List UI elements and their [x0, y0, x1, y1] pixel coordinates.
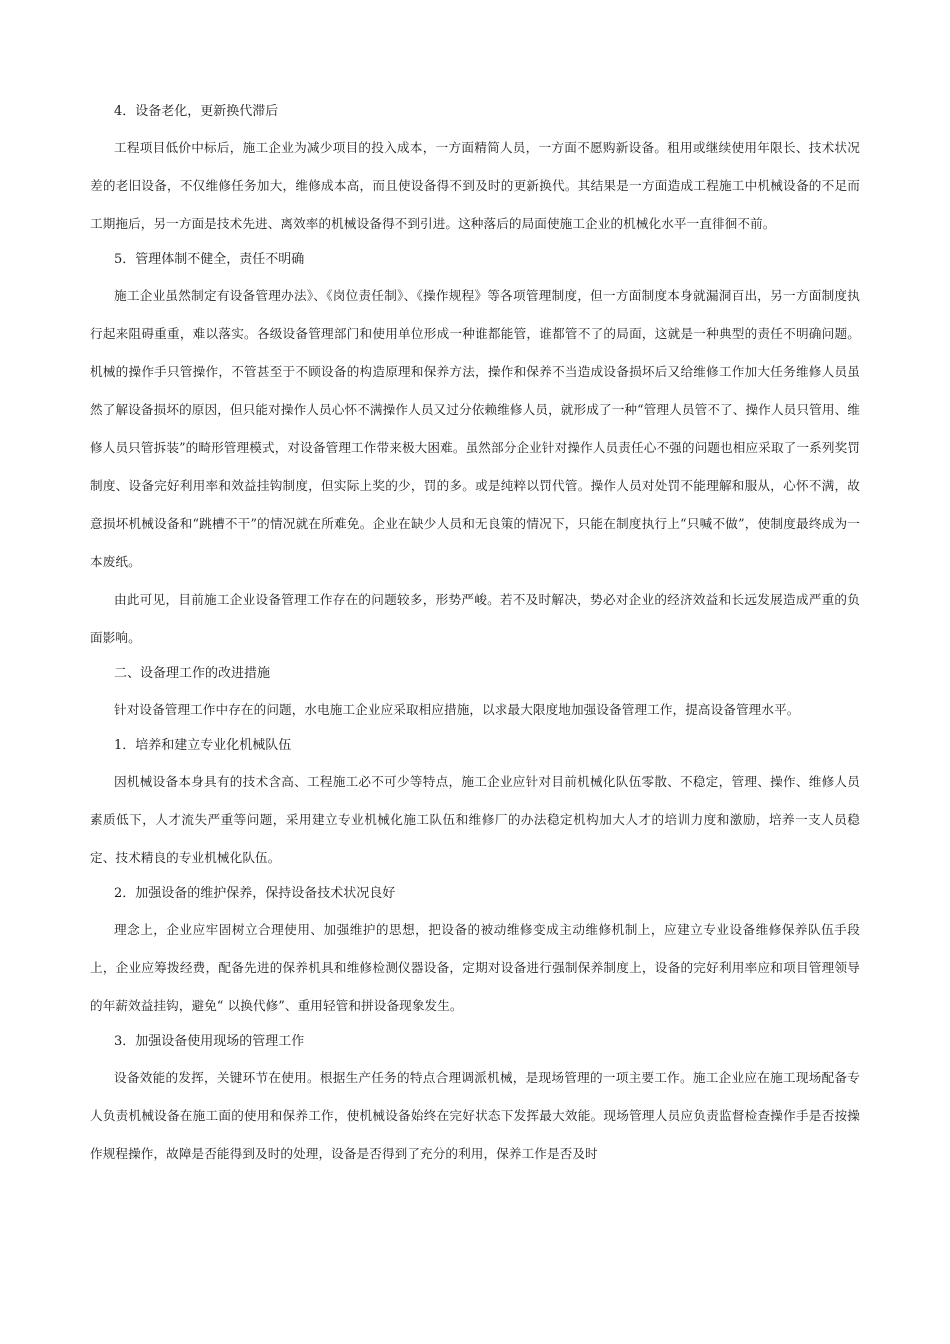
paragraph-maintenance: 理念上，企业应牢固树立合理使用、加强维护的思想，把设备的被动维修变成主动维修机制上，应建立专业设备维修保养队伍手段上，企业应筹拨经费，配备先进的保养机具和维修检测仪器设备，定期对设备进行强制保养制度上，设备的完好利用率应和项目管理领导的年薪效益挂钩，避免“ 以换代修”、重用轻管和拼设备现象发生。 [90, 922, 860, 1013]
paragraph-management-system: 施工企业虽然制定有设备管理办法》、《岗位责任制》、《操作规程》等各项管理制度，但一方面制度本身就漏洞百出，另一方面制度执行起来阻碍重重，难以落实。各级设备管理部门和使用单位形成一种谁都能管，谁都管不了的局面，这就是一种典型的责任不明确问题。机械的操作手只管操作，不管甚至于不顾设备的构造原理和保养方法，操作和保养不当造成设备损坏后又给维修工作加大任务维修人员虽然了解设备损坏的原因，但只能对操作人员心怀不满操作人员又过分依赖维修人员，就形成了一种“管理人员管不了、操作人员只管用、维修人员只管拆装”的畸形管理模式，对设备管理工作带来极大困难。虽然部分企业针对操作人员责任心不强的问题也相应采取了一系列奖罚制度、设备完好利用率和效益挂钩制度，但实际上奖的少，罚的多。或是纯粹以罚代管。操作人员对处罚不能理解和服从，心怀不满，故意损坏机械设备和“跳槽不干”的情况就在所难免。企业在缺少人员和无良策的情况下，只能在制度执行上“只喊不做”，使制度最终成为一本废纸。 [90, 288, 860, 569]
paragraph-site-management: 设备效能的发挥，关键环节在使用。根据生产任务的特点合理调派机械，是现场管理的一项主要工作。施工企业应在施工现场配备专人负责机械设备在施工面的使用和保养工作，使机械设备始终在完好状态下发挥最大效能。现场管理人员应负责监督检查操作手是否按操作规程操作，故障是否能得到及时的处理，设备是否得到了充分的利用，保养工作是否及时 [90, 1070, 860, 1161]
section-heading-equipment-aging: 4．设备老化，更新换代滞后 [114, 104, 279, 119]
section-heading-maintenance: 2．加强设备的维护保养，保持设备技术状况良好 [114, 886, 396, 901]
paragraph-improvement-intro: 针对设备管理工作中存在的问题，水电施工企业应采取相应措施，以求最大限度地加强设备管理工作，提高设备管理水平。 [114, 702, 800, 717]
section-heading-professional-team: 1．培养和建立专业化机械队伍 [114, 738, 292, 753]
paragraph-equipment-aging: 工程项目低价中标后，施工企业为减少项目的投入成本，一方面精简人员，一方面不愿购新设备。租用或继续使用年限长、技术状况差的老旧设备，不仅维修任务加大，维修成本高，而且使设备得不到及时的更新换代。其结果是一方面造成工程施工中机械设备的不足而工期拖后，另一方面是技术先进、离效率的机械设备得不到引进。这种落后的局面使施工企业的机械化水平一直徘徊不前。 [90, 140, 860, 231]
section-heading-management-system: 5．管理体制不健全，责任不明确 [114, 252, 305, 267]
paragraph-professional-team: 因机械设备本身具有的技术含高、工程施工必不可少等特点，施工企业应针对目前机械化队伍零散、不稳定，管理、操作、维修人员素质低下，人才流失严重等问题，采用建立专业机械化施工队伍和维修厂的办法稳定机构加大人才的培训力度和激励，培养一支人员稳定、技术精良的专业机械化队伍。 [90, 774, 860, 865]
section-heading-improvement-measures: 二、设备理工作的改进措施 [114, 666, 271, 681]
document-page [90, 95, 860, 1173]
paragraph-conclusion: 由此可见，目前施工企业设备管理工作存在的问题较多，形势严峻。若不及时解决，势必对企业的经济效益和长远发展造成严重的负面影响。 [90, 592, 860, 645]
section-heading-site-management: 3．加强设备使用现场的管理工作 [114, 1034, 305, 1049]
